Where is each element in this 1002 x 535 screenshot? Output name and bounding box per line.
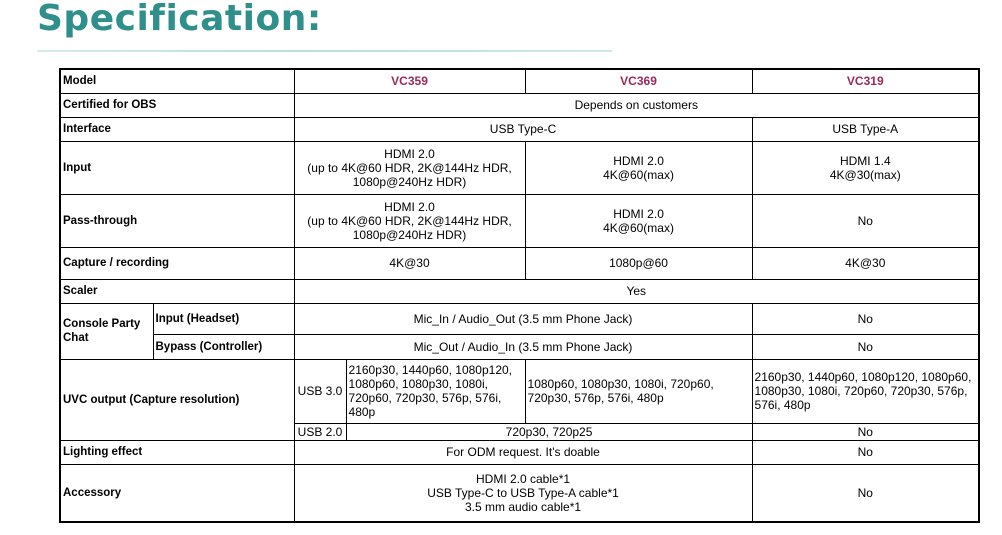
accessory-label: Accessory <box>60 464 294 522</box>
input-vc359-line: (up to 4K@60 HDR, 2K@144Hz HDR, <box>307 160 512 175</box>
party-chat-input-vc319: No <box>752 303 979 334</box>
passthrough-label: Pass-through <box>60 194 294 247</box>
row-lighting <box>60 440 979 464</box>
uvc-usb3-label: USB 3.0 <box>294 359 346 423</box>
passthrough-vc359-line: HDMI 2.0 <box>384 199 435 214</box>
accessory-vc319: No <box>752 464 979 522</box>
accessory-item: 3.5 mm audio cable*1 <box>464 499 582 514</box>
uvc-usb2-value: 720p30, 720p25 <box>346 423 752 440</box>
row-model <box>60 69 979 93</box>
lighting-vc319: No <box>752 440 979 464</box>
row-party-chat-bypass <box>60 334 979 359</box>
row-capture <box>60 247 979 279</box>
interface-vc359-vc369: USB Type-C <box>294 117 752 141</box>
accessory-list <box>294 464 752 522</box>
page-title: Specification: <box>37 0 322 39</box>
input-vc369 <box>525 141 752 194</box>
row-accessory <box>60 464 979 522</box>
input-vc359 <box>294 141 525 194</box>
passthrough-vc369 <box>525 194 752 247</box>
row-passthrough <box>60 194 979 247</box>
certified-value: Depends on customers <box>294 93 979 117</box>
row-interface <box>60 117 979 141</box>
input-vc369-line: HDMI 2.0 <box>613 153 664 168</box>
passthrough-vc369-line: HDMI 2.0 <box>613 206 664 221</box>
row-input <box>60 141 979 194</box>
scaler-value: Yes <box>294 279 979 303</box>
row-scaler <box>60 279 979 303</box>
row-uvc-usb3 <box>60 359 979 423</box>
input-label: Input <box>60 141 294 194</box>
interface-vc319: USB Type-A <box>752 117 979 141</box>
passthrough-vc359-line: 1080p@240Hz HDR) <box>352 227 467 242</box>
party-chat-bypass-label: Bypass (Controller) <box>153 334 294 359</box>
passthrough-vc369-line: 4K@60(max) <box>603 220 674 235</box>
uvc-usb2-label: USB 2.0 <box>294 423 346 440</box>
model-vc359: VC359 <box>294 69 525 93</box>
input-vc359-line: HDMI 2.0 <box>384 146 435 161</box>
certified-label: Certified for OBS <box>60 93 294 117</box>
passthrough-vc359-line: (up to 4K@60 HDR, 2K@144Hz HDR, <box>307 213 512 228</box>
uvc-usb2-vc319: No <box>752 423 979 440</box>
interface-label: Interface <box>60 117 294 141</box>
uvc-usb3-vc369: 1080p60, 1080p30, 1080i, 720p60, 720p30, 576p, 576i, 480p <box>525 359 752 423</box>
capture-label: Capture / recording <box>60 247 294 279</box>
capture-vc319: 4K@30 <box>752 247 979 279</box>
input-vc319-line: HDMI 1.4 <box>839 153 891 168</box>
input-vc369-line: 4K@60(max) <box>603 167 674 182</box>
passthrough-vc359 <box>294 194 525 247</box>
uvc-usb3-vc319: 2160p30, 1440p60, 1080p120, 1080p60, 1080p30, 1080i, 720p60, 720p30, 576p, 576i, 480p <box>752 359 979 423</box>
specification-table <box>59 68 980 523</box>
uvc-usb3-vc359: 2160p30, 1440p60, 1080p120, 1080p60, 1080p30, 1080i, 720p60, 720p30, 576p, 576i, 480p <box>346 359 525 423</box>
accessory-item: USB Type-C to USB Type-A cable*1 <box>427 485 619 500</box>
party-chat-bypass-vc319: No <box>752 334 979 359</box>
title-underline <box>37 50 612 52</box>
capture-vc359: 4K@30 <box>294 247 525 279</box>
lighting-label: Lighting effect <box>60 440 294 464</box>
party-chat-input-label: Input (Headset) <box>153 303 294 334</box>
row-party-chat-input <box>60 303 979 334</box>
party-chat-input-value: Mic_In / Audio_Out (3.5 mm Phone Jack) <box>294 303 752 334</box>
input-vc319-line: 4K@30(max) <box>829 167 901 182</box>
model-vc319: VC319 <box>752 69 979 93</box>
row-certified <box>60 93 979 117</box>
input-vc319 <box>752 141 979 194</box>
model-vc369: VC369 <box>525 69 752 93</box>
uvc-label: UVC output (Capture resolution) <box>60 359 294 440</box>
accessory-item: HDMI 2.0 cable*1 <box>476 471 571 486</box>
capture-vc369: 1080p@60 <box>525 247 752 279</box>
passthrough-vc319: No <box>752 194 979 247</box>
lighting-value: For ODM request. It's doable <box>294 440 752 464</box>
party-chat-label: Console Party Chat <box>60 303 153 359</box>
input-vc359-line: 1080p@240Hz HDR) <box>352 174 467 189</box>
model-label: Model <box>60 69 294 93</box>
party-chat-bypass-value: Mic_Out / Audio_In (3.5 mm Phone Jack) <box>294 334 752 359</box>
scaler-label: Scaler <box>60 279 294 303</box>
